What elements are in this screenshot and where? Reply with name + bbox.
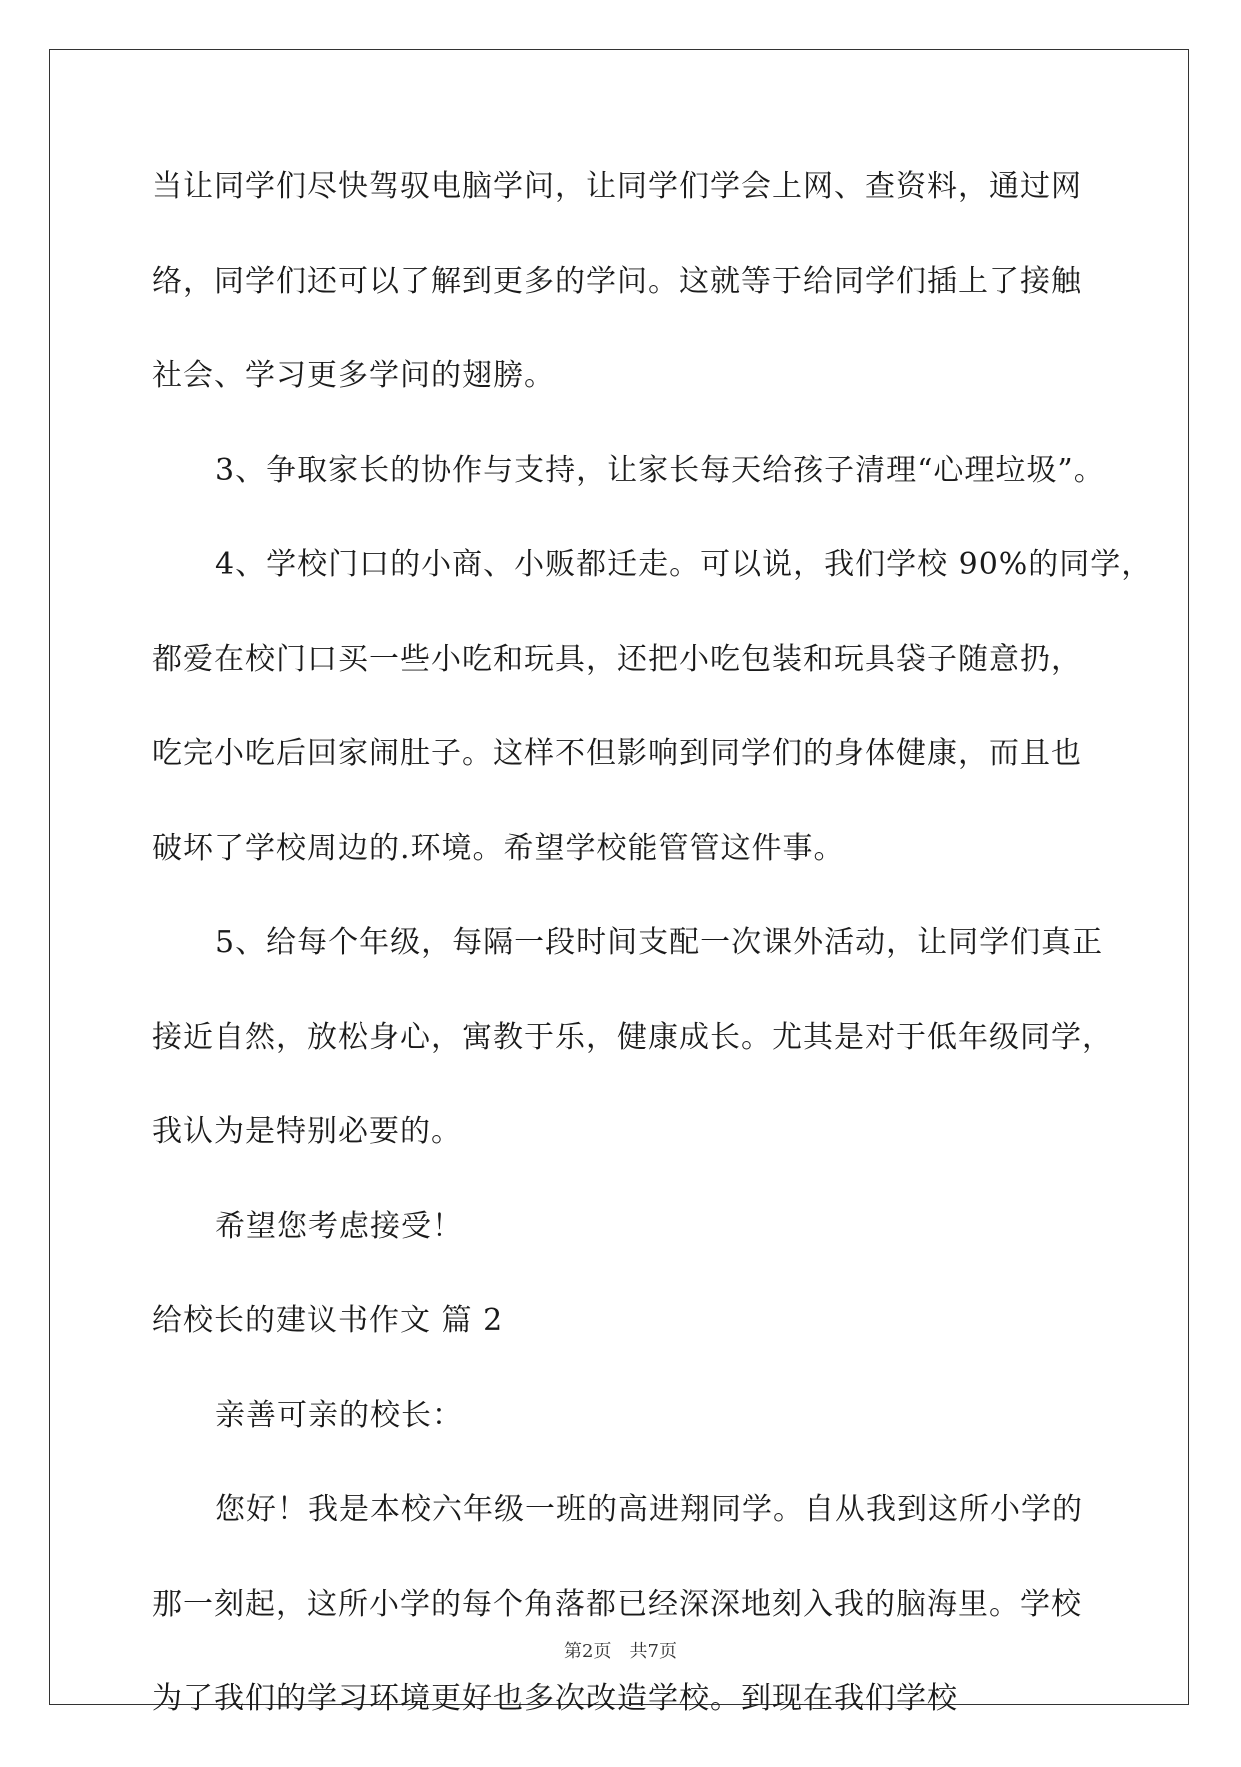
paragraph-4-line-3: 我认为是特别必要的。 [152, 1114, 462, 1149]
paragraph-1-line-3: 社会、学习更多学问的翅膀。 [152, 358, 555, 393]
document-body [152, 160, 1153, 1767]
section-heading: 给校长的建议书作文 篇 2 [152, 1303, 504, 1338]
paragraph-7-line-3: 为了我们的学习环境更好也多次改造学校。到现在我们学校 [152, 1681, 958, 1716]
paragraph-4-line-2: 接近自然，放松身心，寓教于乐，健康成长。尤其是对于低年级同学， [152, 1019, 1113, 1055]
paragraph-2-line-1: 3、争取家长的协作与支持，让家长每天给孩子清理“心理垃圾”。 [215, 452, 1105, 488]
paragraph-7-line-2: 那一刻起，这所小学的每个角落都已经深深地刻入我的脑海里。学校 [152, 1586, 1082, 1622]
total-page-count: 共7页 [629, 1641, 677, 1662]
current-page-number: 第2页 [564, 1641, 612, 1662]
paragraph-1-line-1: 当让同学们尽快驾驭电脑学问，让同学们学会上网、查资料，通过网 [152, 169, 1082, 204]
page-footer [0, 1637, 1241, 1663]
paragraph-7-line-1: 您好！我是本校六年级一班的高进翔同学。自从我到这所小学的 [215, 1492, 1083, 1527]
paragraph-3-line-2: 都爱在校门口买一些小吃和玩具，还把小吃包装和玩具袋子随意扔， [152, 641, 1082, 677]
paragraph-3-line-3: 吃完小吃后回家闹肚子。这样不但影响到同学们的身体健康，而且也 [152, 736, 1082, 771]
paragraph-3-line-1: 4、学校门口的小商、小贩都迁走。可以说，我们学校 90%的同学， [215, 547, 1153, 582]
paragraph-5-line-1: 希望您考虑接受！ [215, 1208, 463, 1244]
paragraph-3-line-4: 破坏了学校周边的.环境。希望学校能管管这件事。 [152, 830, 845, 866]
paragraph-4-line-1: 5、给每个年级，每隔一段时间支配一次课外活动，让同学们真正 [215, 925, 1104, 960]
paragraph-1-line-2: 络，同学们还可以了解到更多的学问。这就等于给同学们插上了接触 [152, 263, 1082, 299]
salutation: 亲善可亲的校长： [215, 1397, 463, 1433]
